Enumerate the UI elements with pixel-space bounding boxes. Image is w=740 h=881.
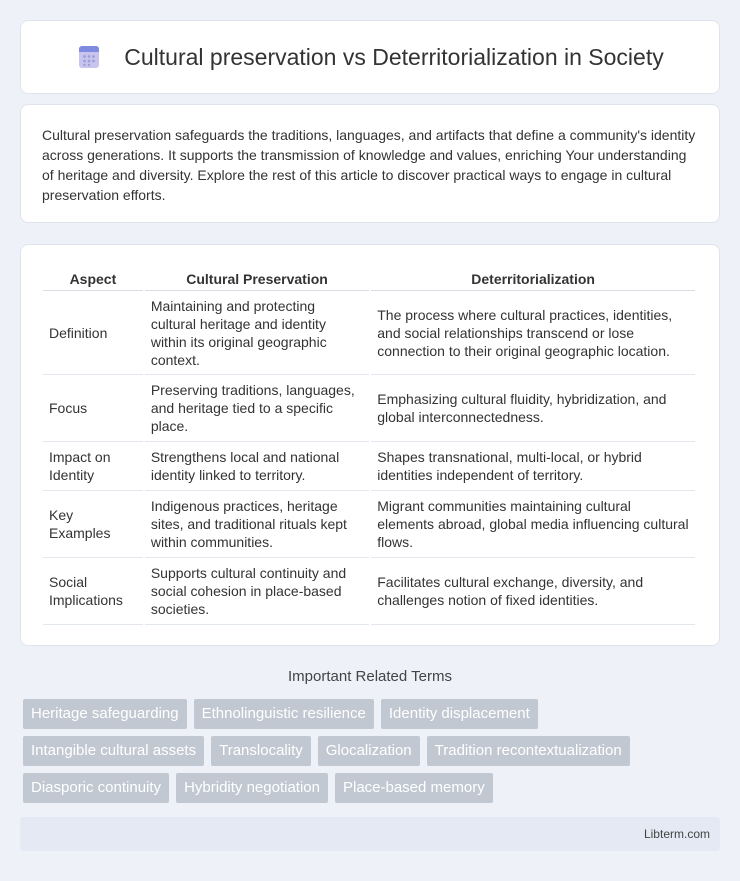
- table-row: [43, 291, 695, 375]
- related-term-tag[interactable]: Hybridity negotiation: [176, 773, 328, 803]
- related-term-tag[interactable]: Tradition recontextualization: [427, 736, 630, 766]
- table-cell: Maintaining and protecting cultural heritage and identity within its original geographic context.: [145, 291, 369, 375]
- table-cell: Preserving traditions, languages, and heritage tied to a specific place.: [145, 375, 369, 442]
- column-header-cultural-preservation: Cultural Preservation: [145, 267, 369, 291]
- footer-brand-link[interactable]: Libterm.com: [643, 827, 710, 841]
- page-title: Cultural preservation vs Deterritorialization in Society: [124, 43, 664, 70]
- column-header-deterritorialization: Deterritorialization: [371, 267, 695, 291]
- table-row: [43, 375, 695, 442]
- table-cell: Shapes transnational, multi-local, or hybrid identities independent of territory.: [371, 442, 695, 491]
- related-term-tag[interactable]: Place-based memory: [335, 773, 493, 803]
- related-term-tag[interactable]: Ethnolinguistic resilience: [194, 699, 374, 729]
- comparison-table: [41, 267, 697, 625]
- related-term-tag[interactable]: Translocality: [211, 736, 311, 766]
- footer: [20, 817, 720, 851]
- related-term-tag[interactable]: Glocalization: [318, 736, 420, 766]
- table-cell: Indigenous practices, heritage sites, and traditional rituals kept within communities.: [145, 491, 369, 558]
- table-row: [43, 491, 695, 558]
- table-cell-aspect: Impact on Identity: [43, 442, 143, 491]
- table-cell-aspect: Definition: [43, 291, 143, 375]
- column-header-aspect: Aspect: [43, 267, 143, 291]
- table-cell: Emphasizing cultural fluidity, hybridization, and global interconnectedness.: [371, 375, 695, 442]
- table-row: [43, 442, 695, 491]
- table-cell: Supports cultural continuity and social cohesion in place-based societies.: [145, 558, 369, 625]
- table-cell: The process where cultural practices, identities, and social relationships transcend or lose connection to their original geographic location.: [371, 291, 695, 375]
- document-grid-icon: [76, 44, 102, 70]
- table-row: [43, 558, 695, 625]
- related-term-tag[interactable]: Intangible cultural assets: [23, 736, 204, 766]
- comparison-table-card: [20, 244, 720, 646]
- table-header-row: [43, 267, 695, 291]
- intro-paragraph: Cultural preservation safeguards the traditions, languages, and artifacts that define a community's identity across generations. It supports the transmission of knowledge and values, enriching Your understanding of heritage and diversity. Explore the rest of this article to discover practical ways to engage in cultural preservation efforts.: [42, 127, 696, 203]
- table-cell: Strengthens local and national identity linked to territory.: [145, 442, 369, 491]
- table-cell-aspect: Key Examples: [43, 491, 143, 558]
- related-term-tag[interactable]: Diasporic continuity: [23, 773, 169, 803]
- related-terms-list: [23, 699, 703, 803]
- related-term-tag[interactable]: Identity displacement: [381, 699, 538, 729]
- related-term-tag[interactable]: Heritage safeguarding: [23, 699, 187, 729]
- intro-card: [20, 104, 720, 223]
- table-cell: Migrant communities maintaining cultural elements abroad, global media influencing cultural flows.: [371, 491, 695, 558]
- related-terms-heading: Important Related Terms: [288, 668, 452, 685]
- header-card: [20, 20, 720, 94]
- table-cell: Facilitates cultural exchange, diversity, and challenges notion of fixed identities.: [371, 558, 695, 625]
- table-cell-aspect: Social Implications: [43, 558, 143, 625]
- table-cell-aspect: Focus: [43, 375, 143, 442]
